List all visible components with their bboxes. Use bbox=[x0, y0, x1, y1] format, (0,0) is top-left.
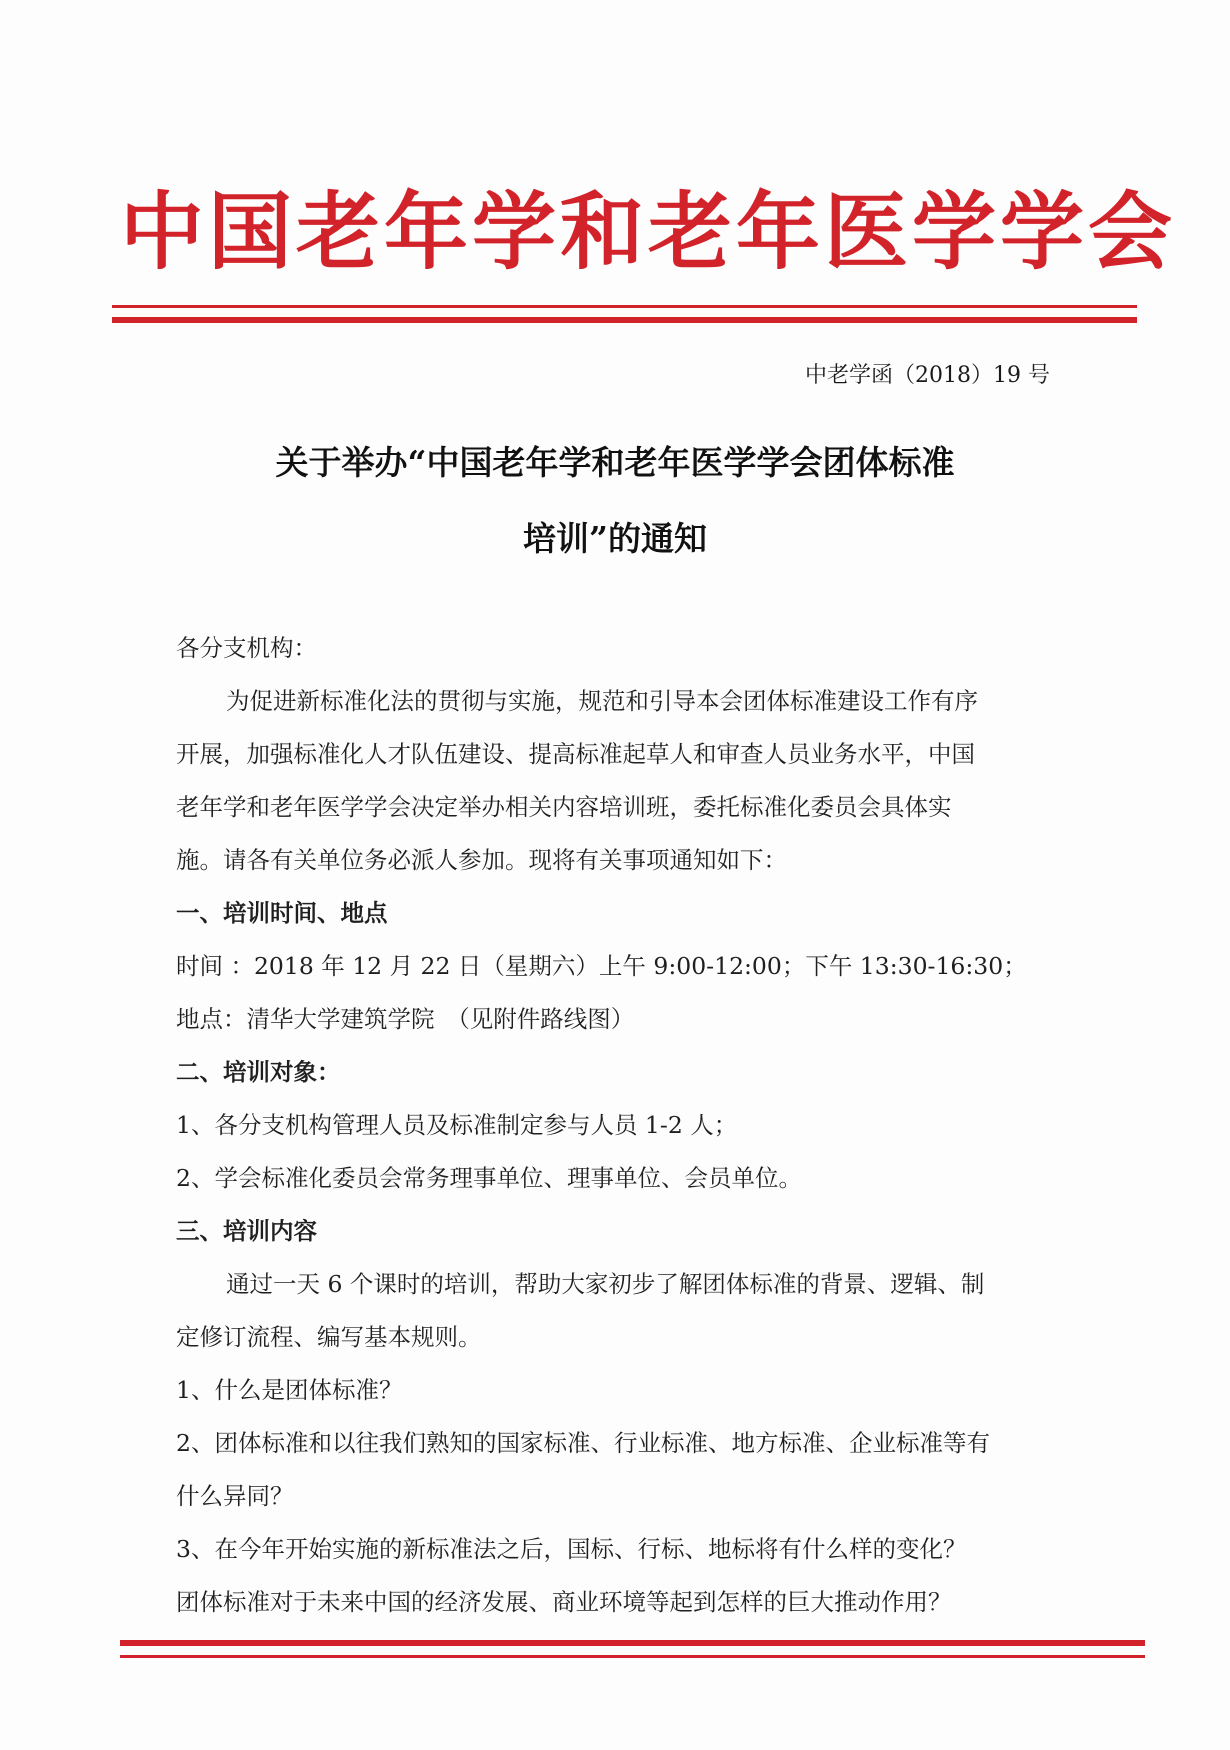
letterhead-org-name: 中国老年学和老年医学学会 bbox=[120, 182, 1177, 281]
footer-divider bbox=[120, 1640, 1145, 1658]
letterhead-rule-thick bbox=[112, 317, 1137, 323]
content-intro-line: 定修订流程、编写基本规则。 bbox=[176, 1323, 482, 1351]
audience-item: 1、各分支机构管理人员及标准制定参与人员 1-2 人； bbox=[176, 1111, 738, 1139]
document-body bbox=[176, 622, 1076, 1629]
content-item: 1、什么是团体标准？ bbox=[176, 1376, 403, 1404]
document-title bbox=[150, 425, 1080, 577]
content-intro-line: 通过一天 6 个课时的培训，帮助大家初步了解团体标准的背景、逻辑、制 bbox=[226, 1270, 985, 1298]
section-1-heading: 一、培训时间、地点 bbox=[176, 899, 388, 927]
section-2-heading: 二、培训对象： bbox=[176, 1058, 341, 1086]
intro-line: 开展，加强标准化人才队伍建设、提高标准起草人和审查人员业务水平，中国 bbox=[176, 740, 975, 768]
salutation: 各分支机构： bbox=[176, 634, 317, 662]
document-title-line-1: 关于举办“中国老年学和老年医学学会团体标准 bbox=[275, 443, 955, 482]
letterhead-divider bbox=[112, 305, 1137, 323]
footer-rule-thin bbox=[120, 1655, 1145, 1658]
training-time: 时间 ：2018 年 12 月 22 日（星期六）上午 9:00-12:00；下午 13:30-16:30； bbox=[176, 952, 1027, 980]
intro-line: 施。请各有关单位务必派人参加。现将有关事项通知如下： bbox=[176, 846, 787, 874]
intro-line: 为促进新标准化法的贯彻与实施，规范和引导本会团体标准建设工作有序 bbox=[226, 687, 978, 715]
letterhead-rule-thin bbox=[112, 305, 1137, 308]
intro-line: 老年学和老年医学学会决定举办相关内容培训班，委托标准化委员会具体实 bbox=[176, 793, 952, 821]
document-number: 中老学函（2018）19 号 bbox=[805, 363, 1050, 388]
training-place: 地点：清华大学建筑学院 （见附件路线图） bbox=[176, 1005, 635, 1033]
section-3-heading: 三、培训内容 bbox=[176, 1217, 317, 1245]
document-title-line-2: 培训”的通知 bbox=[523, 519, 707, 558]
audience-item: 2、学会标准化委员会常务理事单位、理事单位、会员单位。 bbox=[176, 1164, 802, 1192]
footer-rule-thick bbox=[120, 1640, 1145, 1646]
content-item: 2、团体标准和以往我们熟知的国家标准、行业标准、地方标准、企业标准等有 bbox=[176, 1429, 990, 1457]
content-item: 什么异同？ bbox=[176, 1482, 294, 1510]
content-item: 3、在今年开始实施的新标准法之后，国标、行标、地标将有什么样的变化？ bbox=[176, 1535, 967, 1563]
content-item: 团体标准对于未来中国的经济发展、商业环境等起到怎样的巨大推动作用？ bbox=[176, 1588, 952, 1616]
